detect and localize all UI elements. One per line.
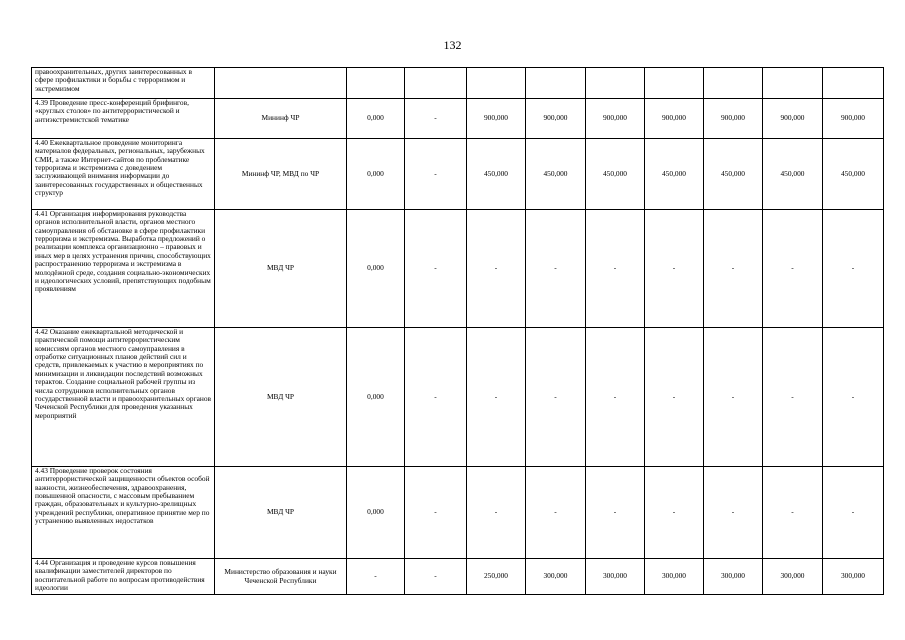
- value-cell: [347, 68, 405, 99]
- value-cell: -: [586, 210, 645, 328]
- value-cell: -: [704, 210, 763, 328]
- row-description: правоохранительных, других заинтересованных в сфере профилактики и борьбы с терроризмом и экстремизмом: [32, 68, 215, 99]
- value-cell: -: [763, 328, 823, 467]
- row-executor: МВД ЧР: [215, 328, 347, 467]
- value-cell: -: [405, 210, 467, 328]
- value-cell: -: [405, 467, 467, 559]
- table-row: [32, 99, 884, 139]
- value-cell: -: [405, 328, 467, 467]
- value-cell: -: [645, 210, 704, 328]
- value-cell: -: [704, 328, 763, 467]
- value-cell: [405, 68, 467, 99]
- value-cell: -: [526, 467, 586, 559]
- value-cell: 0,000: [347, 99, 405, 139]
- value-cell: -: [586, 467, 645, 559]
- program-table: [31, 67, 884, 595]
- value-cell: -: [526, 328, 586, 467]
- value-cell: 0,000: [347, 328, 405, 467]
- value-cell: 450,000: [645, 139, 704, 210]
- row-executor: Мининф ЧР: [215, 99, 347, 139]
- row-description: 4.42 Оказание ежеквартальной методической и практической помощи антитеррористическим комиссиям органов местного самоуправления в отработке ситуационных планов действий сил и средств, привлекаемых к участию в мероприятиях по минимизации и ликвидации последствий возможных терактов. Создание социальной рабочей группы из числа сотрудников исполнительных органов государственной власти и правоохранительных органов Чеченской Республики для проведения указанных мероприятий: [32, 328, 215, 467]
- value-cell: -: [645, 467, 704, 559]
- value-cell: -: [763, 210, 823, 328]
- value-cell: [467, 68, 526, 99]
- row-description: 4.43 Проведение проверок состояния антитеррористической защищенности объектов особой важности, жизнеобеспечения, здравоохранения, повышенной опасности, с массовым пребыванием граждан, образовательных и культурно-зрелищных учреждений республики, оперативное принятие мер по устранению выявленных недостатков: [32, 467, 215, 559]
- value-cell: 900,000: [704, 99, 763, 139]
- value-cell: -: [704, 467, 763, 559]
- value-cell: 450,000: [763, 139, 823, 210]
- value-cell: -: [405, 99, 467, 139]
- row-executor: МВД ЧР: [215, 467, 347, 559]
- value-cell: 450,000: [704, 139, 763, 210]
- value-cell: 0,000: [347, 139, 405, 210]
- value-cell: 900,000: [586, 99, 645, 139]
- value-cell: -: [586, 328, 645, 467]
- value-cell: -: [823, 467, 884, 559]
- value-cell: -: [405, 559, 467, 595]
- value-cell: 0,000: [347, 210, 405, 328]
- value-cell: 450,000: [526, 139, 586, 210]
- value-cell: 450,000: [467, 139, 526, 210]
- value-cell: 300,000: [823, 559, 884, 595]
- value-cell: 450,000: [586, 139, 645, 210]
- table-row: [32, 139, 884, 210]
- value-cell: -: [823, 210, 884, 328]
- table-row: [32, 210, 884, 328]
- value-cell: 300,000: [645, 559, 704, 595]
- value-cell: [823, 68, 884, 99]
- row-executor: Мининф ЧР, МВД по ЧР: [215, 139, 347, 210]
- row-executor: Министерство образования и науки Чеченской Республики: [215, 559, 347, 595]
- value-cell: [586, 68, 645, 99]
- value-cell: 0,000: [347, 467, 405, 559]
- value-cell: -: [645, 328, 704, 467]
- value-cell: -: [467, 467, 526, 559]
- value-cell: 300,000: [586, 559, 645, 595]
- value-cell: -: [467, 328, 526, 467]
- row-description: 4.40 Ежеквартальное проведение мониторинга материалов федеральных, региональных, зарубежных СМИ, а также Интернет-сайтов по проблематике терроризма и экстремизма с доведением заслуживающей внимания информации до заинтересованных государственных и общественных структур: [32, 139, 215, 210]
- value-cell: 900,000: [823, 99, 884, 139]
- value-cell: 300,000: [763, 559, 823, 595]
- value-cell: 900,000: [763, 99, 823, 139]
- value-cell: -: [526, 210, 586, 328]
- value-cell: 900,000: [645, 99, 704, 139]
- value-cell: [526, 68, 586, 99]
- value-cell: -: [467, 210, 526, 328]
- value-cell: [763, 68, 823, 99]
- value-cell: -: [405, 139, 467, 210]
- value-cell: [704, 68, 763, 99]
- value-cell: -: [763, 467, 823, 559]
- row-executor: [215, 68, 347, 99]
- table-row: [32, 467, 884, 559]
- row-description: 4.41 Организация информирования руководства органов исполнительной власти, органов местного самоуправления об обстановке в сфере профилактики терроризма и экстремизма. Выработка предложений о реализации комплекса организационно – правовых и иных мер в целях устранения причин, способствующих распространению терроризма и экстремизма в молодёжной среде, создания социально-экономических и идеологических условий, препятствующих подобным проявлениям: [32, 210, 215, 328]
- row-executor: МВД ЧР: [215, 210, 347, 328]
- row-description: 4.44 Организация и проведение курсов повышения квалификации заместителей директоров по воспитательной работе по вопросам противодействия идеологии: [32, 559, 215, 595]
- table-row: [32, 328, 884, 467]
- page-number: 132: [443, 38, 462, 52]
- value-cell: 900,000: [526, 99, 586, 139]
- value-cell: [645, 68, 704, 99]
- value-cell: 300,000: [704, 559, 763, 595]
- value-cell: 450,000: [823, 139, 884, 210]
- value-cell: -: [347, 559, 405, 595]
- table-row: [32, 68, 884, 99]
- value-cell: 300,000: [526, 559, 586, 595]
- value-cell: 250,000: [467, 559, 526, 595]
- table-row: [32, 559, 884, 595]
- row-description: 4.39 Проведение пресс-конференций брифингов, «круглых столов» по антитеррористической и антиэкстремистской тематике: [32, 99, 215, 139]
- value-cell: -: [823, 328, 884, 467]
- value-cell: 900,000: [467, 99, 526, 139]
